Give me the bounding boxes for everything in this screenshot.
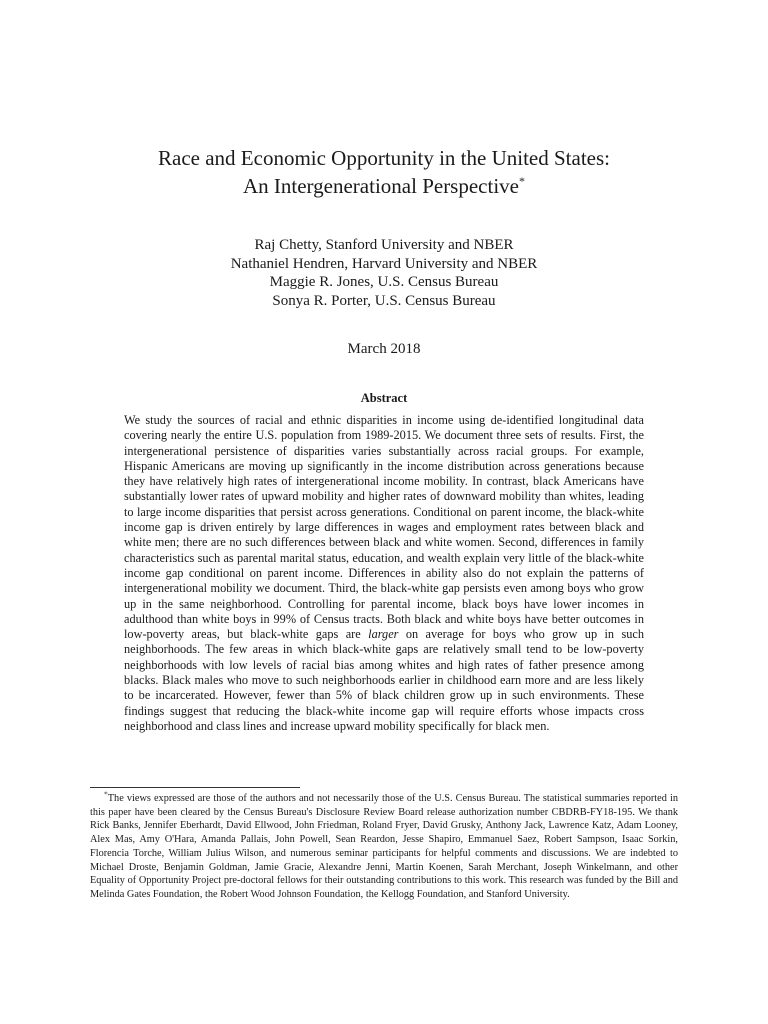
author-1: Raj Chetty, Stanford University and NBER bbox=[254, 237, 514, 253]
footnote bbox=[90, 789, 678, 902]
publication-date: March 2018 bbox=[347, 341, 421, 357]
author-2: Nathaniel Hendren, Harvard University and NBER bbox=[230, 255, 538, 272]
title-footnote-marker: * bbox=[519, 174, 525, 188]
title-line-2-text: An Intergenerational Perspective bbox=[242, 174, 519, 198]
title-line-1: Race and Economic Opportunity in the United States: bbox=[158, 146, 610, 170]
abstract-body bbox=[124, 413, 644, 734]
title-line-2 bbox=[0, 172, 768, 200]
abstract-heading: Abstract bbox=[360, 391, 408, 405]
paper-title bbox=[0, 144, 768, 200]
author-3: Maggie R. Jones, U.S. Census Bureau bbox=[269, 274, 499, 290]
abstract-text-part-2: on average for boys who grow up in such neighborhoods. The few areas in which black-white gaps are relatively small tend to be low-poverty neighborhoods with low levels of racial bias among whites and high rates of father presence among blacks. Black males who move to such neighborhoods earlier in childhood earn more and are less likely to be incarcerated. However, fewer than 5% of black children grow up in such environments. These findings suggest that reducing the black-white income gap will require efforts whose impacts cross neighborhood and class lines and increase upward mobility specifically for black men. bbox=[124, 627, 644, 733]
abstract-italic-word: larger bbox=[368, 627, 399, 642]
footnote-marker: * bbox=[104, 789, 108, 799]
footnote-text: The views expressed are those of the authors and not necessarily those of the U.S. Census Bureau. The statistical summaries reported in this paper have been cleared by the Census Bureau's Disclosure Review Board release authorization number CBDRB-FY18-195. We thank Rick Banks, Jennifer Eberhardt, David Ellwood, John Friedman, Roland Fryer, David Grusky, Anthony Jack, Lawrence Katz, Adam Looney, Alex Mas, Amy O'Hara, Amanda Pallais, John Powell, Sean Reardon, Jesse Shapiro, Emmanuel Saez, Robert Sampson, Isaac Sorkin, Florencia Torche, William Julius Wilson, and numerous seminar participants for helpful comments and discussions. We are indebted to Michael Droste, Benjamin Goldman, Jamie Gracie, Alexandre Jenni, Martin Koenen, Sarah Merchant, Joseph Winkelmann, and other Equality of Opportunity Project pre-doctoral fellows for their outstanding contributions to this work. This research was funded by the Bill and Melinda Gates Foundation, the Robert Wood Johnson Foundation, the Kellogg Foundation, and Stanford University. bbox=[90, 793, 678, 900]
author-4: Sonya R. Porter, U.S. Census Bureau bbox=[272, 292, 496, 309]
author-list bbox=[0, 236, 768, 310]
abstract-text-part-1: We study the sources of racial and ethnic disparities in income using de-identified longitudinal data covering nearly the entire U.S. population from 1989-2015. We document three sets of results. First, the intergenerational persistence of disparities varies substantially across racial groups. For example, Hispanic Americans are moving up significantly in the income distribution across generations because they have relatively high rates of intergenerational income mobility. In contrast, black Americans have substantially lower rates of upward mobility and higher rates of downward mobility than whites, leading to large income disparities that persist across generations. Conditional on parent income, the black-white income gap is driven entirely by large differences in wages and employment rates between black and white men; there are no such differences between black and white women. Second, differences in family characteristics such as parental marital status, education, and wealth explain very little of the black-white income gap conditional on parent income. Differences in ability also do not explain the patterns of intergenerational mobility we document. Third, the black-white gap persists even among boys who grow up in the same neighborhood. Controlling for parental income, black boys have lower incomes in adulthood than white boys in 99% of Census tracts. Both black and white boys have better outcomes in low-poverty areas, but black-white gaps are bbox=[124, 413, 644, 642]
footnote-rule bbox=[90, 787, 300, 788]
